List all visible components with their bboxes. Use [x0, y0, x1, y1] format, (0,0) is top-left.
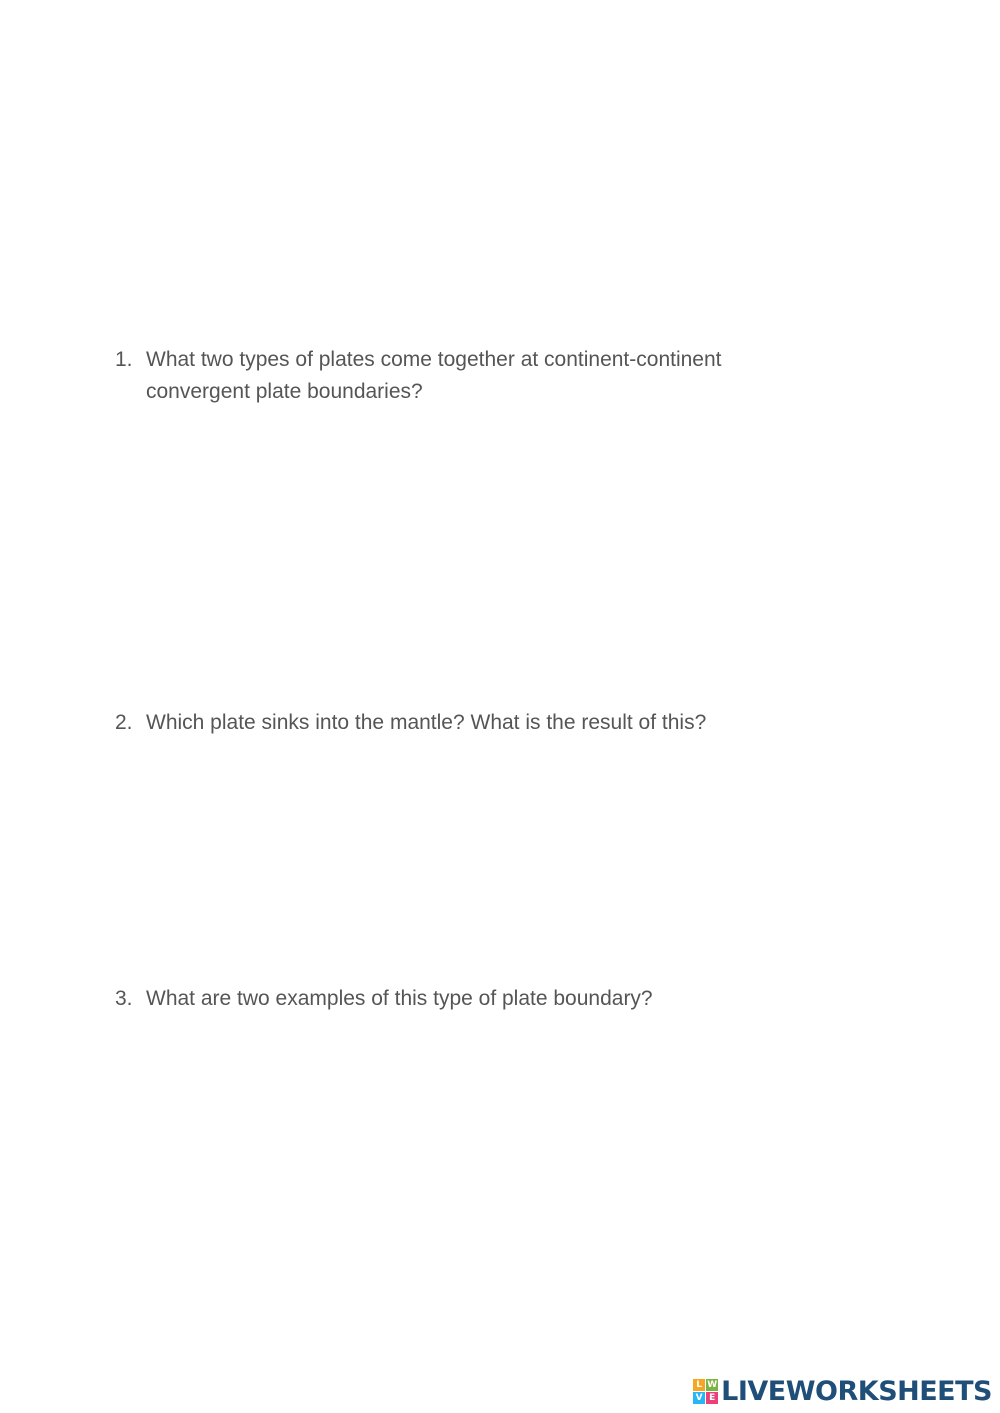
- logo-tile-green: W: [707, 1379, 718, 1390]
- question-number: 1.: [115, 348, 133, 371]
- question-2: [115, 707, 815, 739]
- question-text: Which plate sinks into the mantle? What is the result of this?: [146, 711, 707, 734]
- question-number: 2.: [115, 711, 133, 734]
- logo-tile-blue: V: [693, 1392, 705, 1404]
- question-1: [115, 344, 815, 408]
- liveworksheets-watermark: [693, 1373, 992, 1409]
- watermark-text: LIVEWORKSHEETS: [721, 1375, 992, 1407]
- question-text: What two types of plates come together at continent-continent convergent plate boundaries?: [146, 348, 722, 403]
- logo-tile-orange: L: [693, 1379, 705, 1391]
- question-3: [115, 983, 815, 1015]
- liveworksheets-logo-icon: [693, 1379, 718, 1404]
- question-text: What are two examples of this type of plate boundary?: [146, 987, 653, 1010]
- question-number: 3.: [115, 987, 133, 1010]
- logo-tile-pink: E: [706, 1392, 718, 1404]
